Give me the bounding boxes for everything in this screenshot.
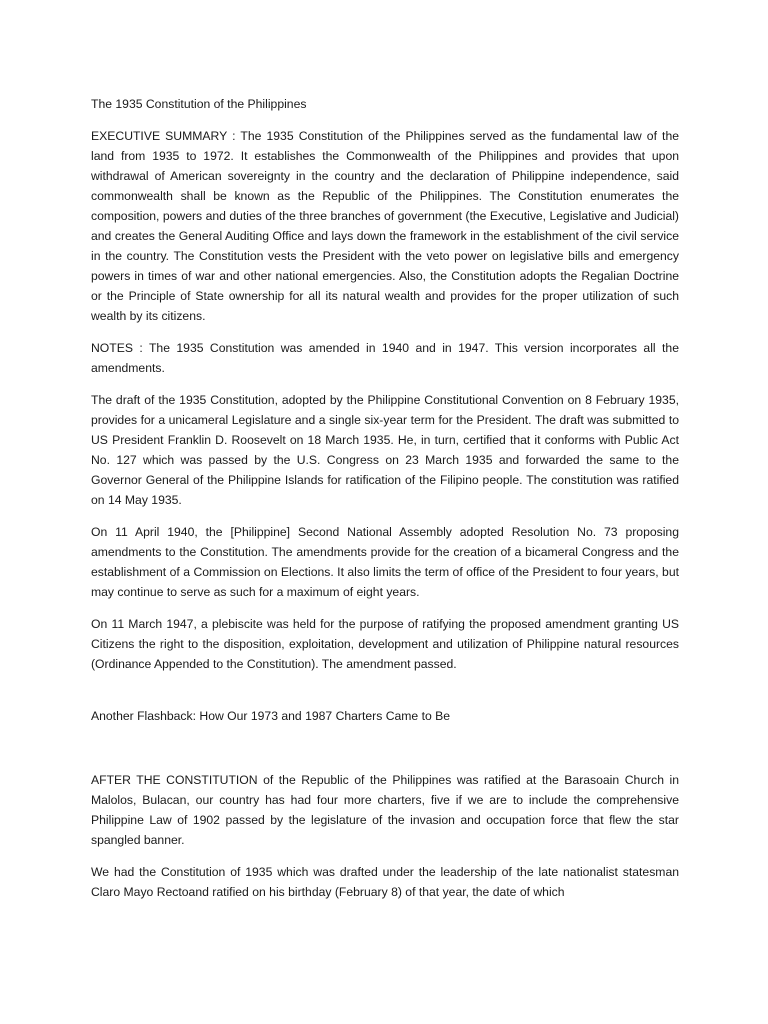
document-page xyxy=(91,94,679,902)
document-title: The 1935 Constitution of the Philippines xyxy=(91,97,307,111)
amendment-1940-paragraph: On 11 April 1940, the [Philippine] Second National Assembly adopted Resolution No. 73 proposing amendments to the Constitution. The amendments provide for the creation of a bicameral Congress and the establishment of a Commission on Elections. It also limits the term of office of the President to four years, but may continue to serve as such for a maximum of eight years. xyxy=(91,525,679,599)
notes-paragraph: NOTES : The 1935 Constitution was amended in 1940 and in 1947. This version incorporates all the amendments. xyxy=(91,341,679,375)
draft-paragraph: The draft of the 1935 Constitution, adopted by the Philippine Constitutional Convention on 8 February 1935, provides for a unicameral Legislature and a single six-year term for the President. The draft was submitted to US President Franklin D. Roosevelt on 18 March 1935. He, in turn, certified that it conforms with Public Act No. 127 which was passed by the U.S. Congress on 23 March 1935 and forwarded the same to the Governor General of the Philippine Islands for ratification of the Filipino people. The constitution was ratified on 14 May 1935. xyxy=(91,393,679,507)
charters-paragraph: AFTER THE CONSTITUTION of the Republic of the Philippines was ratified at the Barasoain Church in Malolos, Bulacan, our country has had four more charters, five if we are to include the comprehensive Philippine Law of 1902 passed by the legislature of the invasion and occupation force that flew the star spangled banner. xyxy=(91,773,679,847)
constitution-1935-paragraph: We had the Constitution of 1935 which was drafted under the leadership of the late nationalist statesman Claro Mayo Rectoand ratified on his birthday (February 8) of that year, the date of which xyxy=(91,865,679,899)
section-heading: Another Flashback: How Our 1973 and 1987 Charters Came to Be xyxy=(91,709,451,723)
plebiscite-1947-paragraph: On 11 March 1947, a plebiscite was held for the purpose of ratifying the proposed amendment granting US Citizens the right to the disposition, exploitation, development and utilization of Philippine natural resources (Ordinance Appended to the Constitution). The amendment passed. xyxy=(91,617,679,671)
executive-summary-paragraph: EXECUTIVE SUMMARY : The 1935 Constitution of the Philippines served as the fundamental law of the land from 1935 to 1972. It establishes the Commonwealth of the Philippines and provides that upon withdrawal of American sovereignty in the country and the declaration of Philippine independence, said commonwealth shall be known as the Republic of the Philippines. The Constitution enumerates the composition, powers and duties of the three branches of government (the Executive, Legislative and Judicial) and creates the General Auditing Office and lays down the framework in the establishment of the civil service in the country. The Constitution vests the President with the veto power on legislative bills and emergency powers in times of war and other national emergencies. Also, the Constitution adopts the Regalian Doctrine or the Principle of State ownership for all its natural wealth and provides for the proper utilization of such wealth by its citizens. xyxy=(91,129,679,323)
